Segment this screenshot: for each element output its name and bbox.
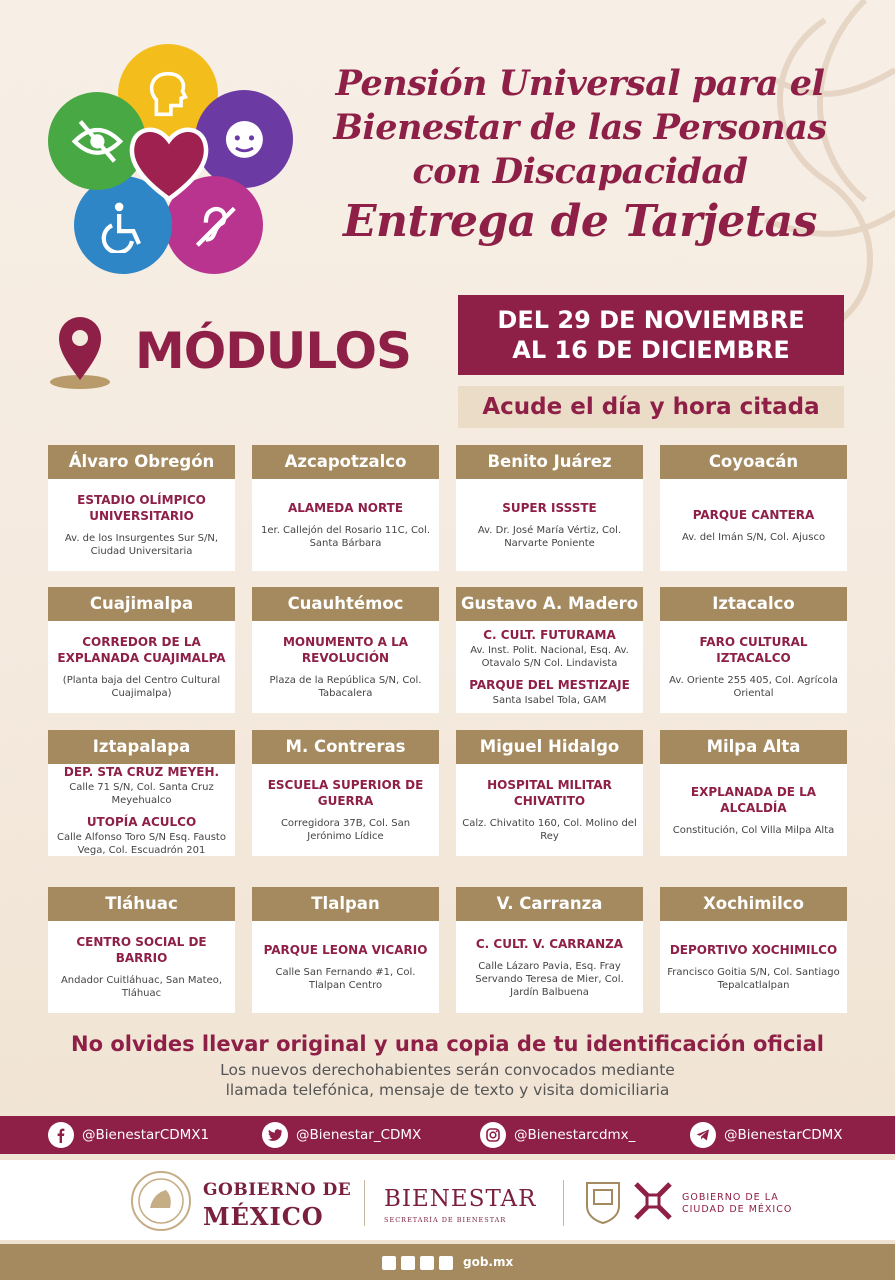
module-borough: Miguel Hidalgo (456, 730, 643, 764)
date-range-banner (458, 295, 844, 375)
module-address: Corregidora 37B, Col. San Jerónimo Lídice (280, 818, 411, 842)
module-address: Calle San Fernando #1, Col. Tlalpan Centro (275, 967, 416, 991)
module-address-secondary: Calle Alfonso Toro S/N Esq. Fausto Vega, Col. Escuadrón 201 (57, 831, 226, 856)
module-venue-secondary: UTOPÍA ACULCO (86, 814, 197, 829)
social-bar (0, 1116, 895, 1154)
twitter-link[interactable] (262, 1122, 421, 1148)
module-venue-secondary: PARQUE DEL MESTIZAJE (469, 678, 630, 692)
title-line-4: Entrega de Tarjetas (343, 196, 817, 247)
module-venue: HOSPITAL MILITAR CHIVATITO (487, 778, 612, 808)
module-borough: Iztacalco (660, 587, 847, 621)
module-venue: PARQUE LEONA VICARIO (263, 943, 428, 957)
module-venue: ESCUELA SUPERIOR DE GUERRA (267, 778, 424, 808)
module-card (660, 587, 847, 713)
cdmx-text (682, 1192, 792, 1216)
module-venue: CENTRO SOCIAL DE BARRIO (76, 935, 207, 965)
module-borough: Gustavo A. Madero (456, 587, 643, 621)
module-venue: CORREDOR DE LA EXPLANADA CUAJIMALPA (57, 635, 226, 665)
module-card (660, 887, 847, 1013)
instagram-link[interactable] (480, 1122, 635, 1148)
module-venue: ALAMEDA NORTE (287, 501, 404, 515)
instagram-handle: @Bienestarcdmx_ (514, 1127, 636, 1143)
appointment-notice: Acude el día y hora citada (458, 386, 844, 428)
module-venue: C. CULT. FUTURAMA (483, 628, 616, 642)
module-venue: EXPLANADA DE LA ALCALDÍA (690, 784, 817, 815)
module-details (456, 921, 643, 1013)
module-venue: DEP. STA CRUZ MEYEH. (63, 764, 220, 779)
module-borough: Álvaro Obregón (48, 445, 235, 479)
module-venue: DEPORTIVO XOCHIMILCO (669, 943, 838, 957)
module-address-secondary: Santa Isabel Tola, GAM (492, 695, 607, 706)
module-address: Av. Inst. Polit. Nacional, Esq. Av. Otavalo S/N Col. Lindavista (470, 645, 629, 669)
module-borough: Xochimilco (660, 887, 847, 921)
module-address: Francisco Goitia S/N, Col. Santiago Tepalcatlalpan (667, 967, 840, 991)
module-details (252, 621, 439, 713)
note-line-2: llamada telefónica, mensaje de texto y visita domiciliaria (225, 1081, 670, 1099)
module-card (456, 887, 643, 1013)
module-venue: PARQUE CANTERA (692, 507, 815, 522)
module-address: Calle 71 S/N, Col. Santa Cruz Meyehualco (69, 781, 214, 806)
instagram-icon[interactable] (420, 1256, 434, 1270)
twitter-handle: @Bienestar_CDMX (296, 1127, 422, 1143)
cdmx-logo-icon (630, 1178, 676, 1224)
note-line-1: Los nuevos derechohabientes serán convocados mediante (220, 1061, 675, 1079)
module-address: 1er. Callejón del Rosario 11C, Col. Santa Bárbara (260, 525, 431, 549)
instagram-icon (480, 1122, 506, 1148)
mexico-seal-icon (128, 1170, 194, 1232)
module-venue: FARO CULTURAL IZTACALCO (699, 635, 808, 665)
module-borough: Milpa Alta (660, 730, 847, 764)
module-details (48, 921, 235, 1013)
module-borough: Iztapalapa (48, 730, 235, 764)
bottom-social-icons (382, 1256, 453, 1270)
module-details (456, 764, 643, 856)
facebook-icon (48, 1122, 74, 1148)
title-line-3: con Discapacidad (412, 151, 748, 192)
new-beneficiaries-note (0, 1060, 895, 1100)
module-card (252, 445, 439, 571)
module-card (252, 887, 439, 1013)
module-details (456, 479, 643, 571)
cdmx-shield-icon (584, 1180, 622, 1224)
module-card (48, 730, 235, 856)
module-borough: Azcapotzalco (252, 445, 439, 479)
module-details (660, 921, 847, 1013)
module-address: Constitución, Col Villa Milpa Alta (672, 824, 835, 836)
twitter-icon (262, 1122, 288, 1148)
title-line-1: Pensión Universal para el (335, 63, 825, 104)
module-address: Av. Oriente 255 405, Col. Agrícola Oriental (669, 675, 838, 699)
module-borough: Tlalpan (252, 887, 439, 921)
cdmx-line-1: GOBIERNO DE LA (682, 1192, 779, 1203)
date-line-1: DEL 29 DE NOVIEMBRE (497, 306, 805, 334)
module-card (456, 445, 643, 571)
twitter-icon[interactable] (401, 1256, 415, 1270)
module-borough: V. Carranza (456, 887, 643, 921)
module-details (252, 921, 439, 1013)
module-details (660, 764, 847, 856)
telegram-handle: @BienestarCDMX (724, 1127, 843, 1143)
module-details (252, 479, 439, 571)
module-card (456, 587, 643, 713)
module-borough: Benito Juárez (456, 445, 643, 479)
module-venue: C. CULT. V. CARRANZA (475, 936, 624, 951)
heart-icon (124, 118, 214, 208)
module-address: Av. de los Insurgentes Sur S/N, Ciudad Universitaria (64, 533, 219, 557)
date-line-2: AL 16 DE DICIEMBRE (512, 336, 790, 364)
module-venue: SUPER ISSSTE (502, 501, 597, 515)
facebook-handle: @BienestarCDMX1 (82, 1127, 210, 1143)
module-venue: ESTADIO OLÍMPICO UNIVERSITARIO (77, 493, 206, 523)
module-details (660, 479, 847, 571)
module-details (252, 764, 439, 856)
footer-divider-2 (563, 1180, 564, 1226)
module-details (660, 621, 847, 713)
module-address: Andador Cuitláhuac, San Mateo, Tláhuac (60, 975, 223, 999)
module-details (48, 764, 235, 856)
location-pin-icon (45, 310, 115, 390)
bienestar-word: BIENESTAR (384, 1186, 537, 1212)
modulos-heading: MÓDULOS (135, 322, 411, 380)
telegram-icon (690, 1122, 716, 1148)
module-card (48, 445, 235, 571)
footer-divider (364, 1180, 365, 1226)
facebook-link[interactable] (48, 1122, 209, 1148)
head-icon (139, 65, 197, 123)
gob-line-2: MÉXICO (203, 1202, 324, 1231)
bienestar-subtitle: SECRETARÍA DE BIENESTAR (384, 1216, 507, 1224)
module-borough: M. Contreras (252, 730, 439, 764)
module-details (456, 621, 643, 713)
gob-line-1: GOBIERNO DE (203, 1180, 352, 1200)
title-line-2: Bienestar de las Personas (333, 107, 827, 148)
module-details (48, 621, 235, 713)
module-address: Av. del Imán S/N, Col. Ajusco (681, 531, 826, 543)
module-address: Plaza de la República S/N, Col. Tabacalera (269, 675, 422, 699)
module-details (48, 479, 235, 571)
gobierno-de-mexico-logo (203, 1180, 351, 1231)
module-card (252, 587, 439, 713)
module-card (660, 730, 847, 856)
module-card (660, 445, 847, 571)
module-card (48, 587, 235, 713)
module-card (456, 730, 643, 856)
face-icon (216, 111, 273, 168)
facebook-icon[interactable] (382, 1256, 396, 1270)
id-reminder: No olvides llevar original y una copia de tu identificación oficial (71, 1032, 824, 1056)
module-borough: Tláhuac (48, 887, 235, 921)
gob-mx-link[interactable]: gob.mx (463, 1255, 514, 1269)
module-card (252, 730, 439, 856)
module-borough: Coyoacán (660, 445, 847, 479)
module-borough: Cuajimalpa (48, 587, 235, 621)
module-address: Av. Dr. José María Vértiz, Col. Narvarte Poniente (477, 525, 622, 549)
module-address: (Planta baja del Centro Cultural Cuajimalpa) (62, 675, 221, 699)
youtube-icon[interactable] (439, 1256, 453, 1270)
bienestar-logo (384, 1186, 536, 1224)
module-address: Calle Lázaro Pavia, Esq. Fray Servando Teresa de Mier, Col. Jardín Balbuena (475, 960, 624, 998)
page-title (300, 62, 860, 250)
telegram-link[interactable] (690, 1122, 843, 1148)
blind-eye-icon (69, 113, 126, 170)
module-card (48, 887, 235, 1013)
module-address: Calz. Chivatito 160, Col. Molino del Rey (462, 818, 637, 842)
cdmx-line-2: CIUDAD DE MÉXICO (682, 1204, 793, 1215)
module-venue: MONUMENTO A LA REVOLUCIÓN (282, 635, 409, 665)
module-borough: Cuauhtémoc (252, 587, 439, 621)
